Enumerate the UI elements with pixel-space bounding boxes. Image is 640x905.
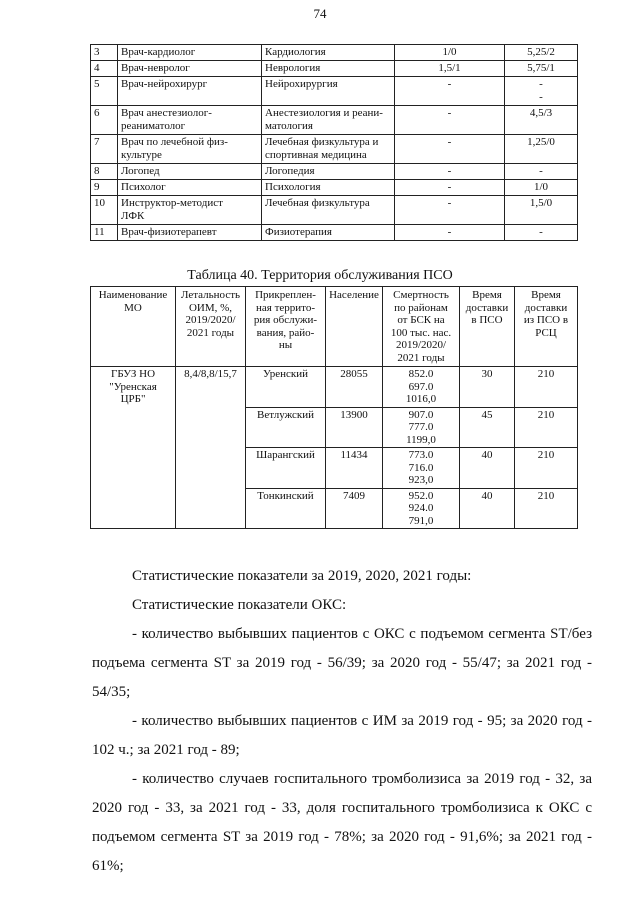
specialty-cell: Физиотерапия [262, 225, 395, 241]
row-number: 10 [91, 196, 118, 225]
table-caption: Таблица 40. Территория обслуживания ПСО [187, 268, 453, 283]
table-row [91, 77, 578, 106]
value-cell: - [395, 77, 505, 106]
time-to-rsc-cell: 210 [515, 488, 578, 529]
paragraph: Статистические показатели ОКС: [132, 597, 347, 613]
specialty-cell: Нейрохирургия [262, 77, 395, 106]
row-number: 3 [91, 45, 118, 61]
table-row [91, 367, 578, 408]
position-cell: Врач-невролог [118, 61, 262, 77]
population-cell: 7409 [326, 488, 383, 529]
position-cell: Логопед [118, 164, 262, 180]
row-number: 9 [91, 180, 118, 196]
row-number: 4 [91, 61, 118, 77]
value-cell: - [395, 180, 505, 196]
row-number: 8 [91, 164, 118, 180]
value-cell: - - [505, 77, 578, 106]
page-number: 74 [313, 6, 327, 21]
table-row [91, 45, 578, 61]
specialty-cell: Логопедия [262, 164, 395, 180]
time-to-rsc-cell: 210 [515, 367, 578, 408]
header-row [91, 287, 578, 367]
value-cell: 1,5/1 [395, 61, 505, 77]
header-time-to-pso: Время доставки в ПСО [460, 287, 515, 367]
specialty-cell: Анестезиология и реани- матология [262, 106, 395, 135]
population-cell: 11434 [326, 448, 383, 489]
value-cell: 5,75/1 [505, 61, 578, 77]
position-cell: Инструктор-методист ЛФК [118, 196, 262, 225]
value-cell: - [505, 225, 578, 241]
header-lethality: Летальность ОИМ, %, 2019/2020/ 2021 годы [176, 287, 246, 367]
specialty-cell: Лечебная физкультура и спортивная медицина [262, 135, 395, 164]
value-cell: 4,5/3 [505, 106, 578, 135]
mortality-cell: 773.0 716.0 923,0 [383, 448, 460, 489]
value-cell: - [395, 135, 505, 164]
district-cell: Уренский [246, 367, 326, 408]
header-org: Наименование МО [91, 287, 176, 367]
table-row [91, 164, 578, 180]
mortality-cell: 852.0 697.0 1016,0 [383, 367, 460, 408]
header-population: Население [326, 287, 383, 367]
row-number: 11 [91, 225, 118, 241]
mortality-cell: 952.0 924.0 791,0 [383, 488, 460, 529]
territory-table-body [91, 367, 578, 529]
position-cell: Психолог [118, 180, 262, 196]
value-cell: 1,25/0 [505, 135, 578, 164]
district-cell: Шарангский [246, 448, 326, 489]
value-cell: - [395, 225, 505, 241]
row-number: 5 [91, 77, 118, 106]
row-number: 6 [91, 106, 118, 135]
time-to-rsc-cell: 210 [515, 448, 578, 489]
specialty-cell: Неврология [262, 61, 395, 77]
mortality-cell: 907.0 777.0 1199,0 [383, 407, 460, 448]
header-time-to-rsc: Время доставки из ПСО в РСЦ [515, 287, 578, 367]
value-cell: - [505, 164, 578, 180]
table-row [91, 196, 578, 225]
paragraph: - количество выбывших пациентов с ИМ за 2019 год - 95; за 2020 год - 102 ч.; за 2021 год - 89; [92, 713, 592, 758]
position-cell: Врач-кардиолог [118, 45, 262, 61]
staff-table [90, 44, 578, 241]
value-cell: 1,5/0 [505, 196, 578, 225]
specialty-cell: Психология [262, 180, 395, 196]
row-number: 7 [91, 135, 118, 164]
table-row [91, 135, 578, 164]
paragraph: - количество выбывших пациентов с ОКС с подъемом сегмента ST/без подъема сегмента ST за 2019 год - 56/39; за 2020 год - 55/47; за 2021 год - 54/35; [92, 626, 592, 700]
population-cell: 28055 [326, 367, 383, 408]
time-to-rsc-cell: 210 [515, 407, 578, 448]
staff-table-body [91, 45, 578, 241]
time-to-pso-cell: 30 [460, 367, 515, 408]
population-cell: 13900 [326, 407, 383, 448]
value-cell: 1/0 [395, 45, 505, 61]
time-to-pso-cell: 40 [460, 448, 515, 489]
district-cell: Ветлужский [246, 407, 326, 448]
table-row [91, 225, 578, 241]
position-cell: Врач по лечебной физ- культуре [118, 135, 262, 164]
table-row [91, 106, 578, 135]
value-cell: - [395, 196, 505, 225]
position-cell: Врач-нейрохирург [118, 77, 262, 106]
value-cell: - [395, 106, 505, 135]
lethality-cell: 8,4/8,8/15,7 [176, 367, 246, 529]
paragraph: Статистические показатели за 2019, 2020, 2021 годы: [132, 568, 472, 584]
value-cell: - [395, 164, 505, 180]
value-cell: 5,25/2 [505, 45, 578, 61]
org-name-cell: ГБУЗ НО "Уренская ЦРБ" [91, 367, 176, 529]
time-to-pso-cell: 40 [460, 488, 515, 529]
table-row [91, 180, 578, 196]
header-territory: Прикреплен- ная террито- рия обслужи- вания, райо- ны [246, 287, 326, 367]
value-cell: 1/0 [505, 180, 578, 196]
position-cell: Врач анестезиолог- реаниматолог [118, 106, 262, 135]
service-territory-table [90, 286, 578, 529]
paragraph: - количество случаев госпитального тромболизиса за 2019 год - 32, за 2020 год - 33, за 2021 год - 33, доля госпитального тромболизиса к ОКС с подъемом сегмента ST за 2019 год - 78%; за 2020 год - 91,6%; за 2021 год - 61%; [92, 771, 592, 874]
body-text [92, 562, 592, 881]
time-to-pso-cell: 45 [460, 407, 515, 448]
specialty-cell: Лечебная физкультура [262, 196, 395, 225]
position-cell: Врач-физиотерапевт [118, 225, 262, 241]
specialty-cell: Кардиология [262, 45, 395, 61]
header-mortality: Смертность по районам от БСК на 100 тыс. нас. 2019/2020/ 2021 годы [383, 287, 460, 367]
district-cell: Тонкинский [246, 488, 326, 529]
table-row [91, 61, 578, 77]
